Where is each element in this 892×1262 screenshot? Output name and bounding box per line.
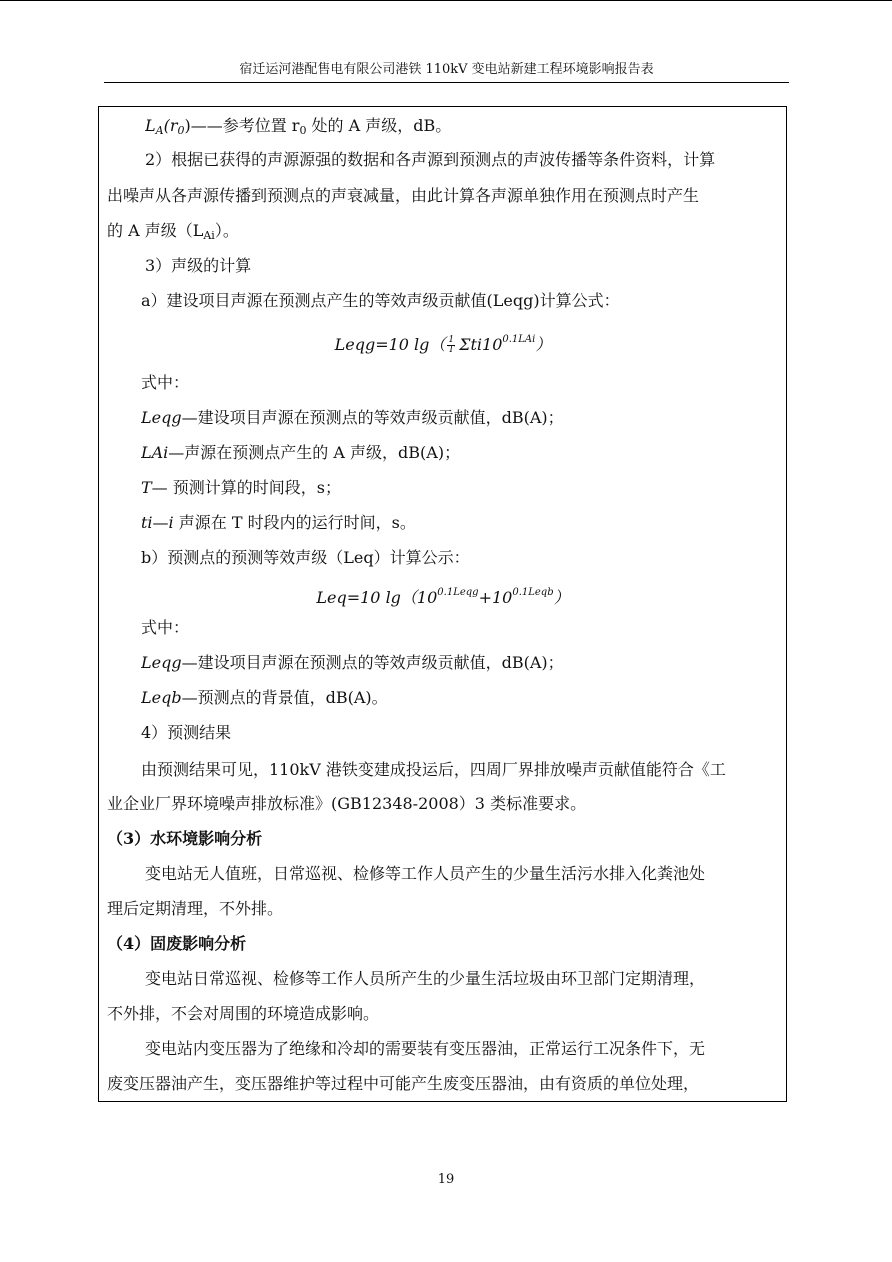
header-rule	[104, 82, 789, 83]
text-line: b）预测点的预测等效声级（Leq）计算公示：	[141, 548, 470, 567]
section-heading: （3）水环境影响分析	[107, 829, 263, 848]
fraction: $\frac{1}{T}$	[448, 335, 455, 355]
text-line: 出噪声从各声源传播到预测点的声衰减量，由此计算各声源单独作用在预测点时产生	[107, 186, 700, 205]
text-line: a）建设项目声源在预测点产生的等效声级贡献值(Leqg)计算公式：	[141, 291, 620, 310]
text-line: Leqg—建设项目声源在预测点的等效声级贡献值，dB(A)；	[141, 653, 564, 672]
text-line: 式中：	[141, 373, 190, 392]
page-number: 19	[437, 1172, 455, 1187]
section-heading: （4）固废影响分析	[107, 934, 247, 953]
text-line: Leqb—预测点的背景值，dB(A)。	[141, 688, 388, 707]
text-line: $L_A(r_0)——$参考位置 $r_0$ 处的 A 声级，dB。	[145, 116, 452, 137]
text-line: 式中：	[141, 618, 190, 637]
text-line: 废变压器油产生，变压器维护等过程中可能产生废变压器油，由有资质的单位处理，	[107, 1074, 700, 1093]
text-line: 不外排，不会对周围的环境造成影响。	[107, 1004, 380, 1023]
text-line: 业企业厂界环境噪声排放标准》(GB12348-2008）3 类标准要求。	[107, 794, 587, 813]
text-line: 变电站无人值班，日常巡视、检修等工作人员产生的少量生活污水排入化粪池处	[145, 864, 706, 883]
text-line: LAi—声源在预测点产生的 A 声级，dB(A)；	[141, 443, 461, 462]
text-line: T— 预测计算的时间段，s；	[141, 478, 341, 497]
text-line: 理后定期清理，不外排。	[107, 899, 284, 918]
text-line: 由预测结果可见，110kV 港铁变建成投运后，四周厂界排放噪声贡献值能符合《工	[141, 760, 726, 779]
text-line: 的 A 声级$(L_{Ai})$。	[107, 221, 239, 242]
top-border	[0, 0, 892, 1]
formula-leqg: Leqg=10 lg（ $\frac{1}{T}$ $\Sigma ti10^{0.1LAi}$）	[334, 334, 552, 355]
text-line: Leqg—建设项目声源在预测点的等效声级贡献值，dB(A)；	[141, 408, 564, 427]
formula-leq: Leq=10 $\lg(10^{0.1Leqg}+10^{0.1Leqb})$	[316, 587, 570, 607]
text-line: 4）预测结果	[141, 723, 232, 742]
text-line: 变电站日常巡视、检修等工作人员所产生的少量生活垃圾由环卫部门定期清理，	[145, 969, 706, 988]
text-line: 2）根据已获得的声源源强的数据和各声源到预测点的声波传播等条件资料，计算	[145, 150, 716, 169]
text-line: ti—i 声源在 T 时段内的运行时间，s。	[141, 513, 416, 532]
page-header: 宿迁运河港配售电有限公司港铁 110kV 变电站新建工程环境影响报告表	[239, 62, 654, 77]
text-line: 3）声级的计算	[145, 256, 252, 275]
text-line: 变电站内变压器为了绝缘和冷却的需要装有变压器油，正常运行工况条件下，无	[145, 1039, 706, 1058]
